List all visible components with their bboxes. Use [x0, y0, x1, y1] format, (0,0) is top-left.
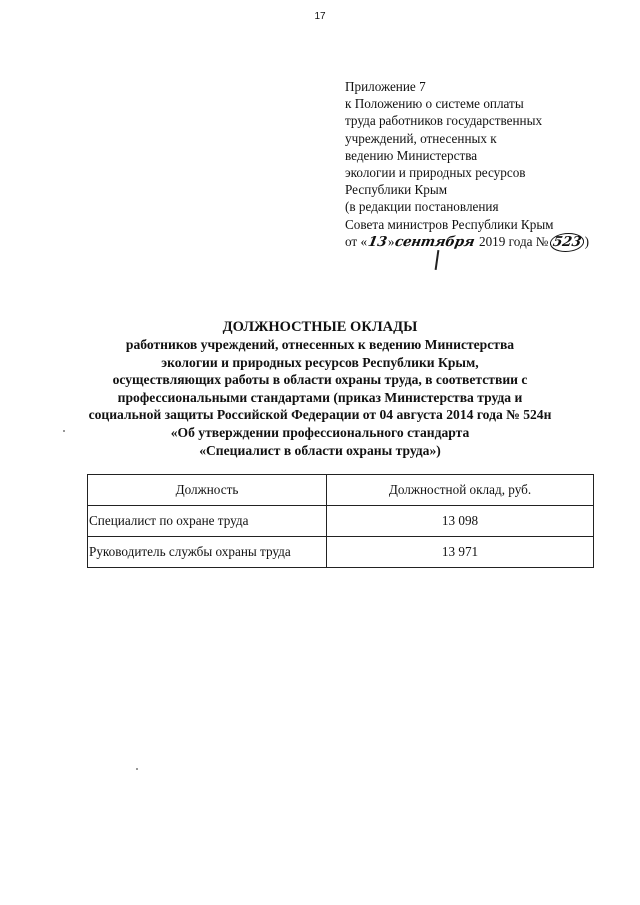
appendix-line: учреждений, отнесенных к [345, 130, 497, 146]
scan-speck [63, 430, 65, 432]
table-row [88, 537, 594, 568]
appendix-header [345, 78, 625, 252]
salary-cell: 13 971 [327, 537, 594, 568]
pen-stroke-mark [435, 250, 440, 270]
document-heading [0, 318, 640, 459]
appendix-line: ведению Министерства [345, 147, 478, 163]
handwritten-month: сентября [394, 233, 477, 250]
heading-line: экологии и природных ресурсов Республики Крым, [161, 354, 479, 370]
salary-cell: 13 098 [327, 506, 594, 537]
appendix-line: Совета министров Республики Крым [345, 216, 554, 232]
position-cell: Специалист по охране труда [88, 506, 327, 537]
resolution-date-line [345, 233, 625, 252]
position-cell: Руководитель службы охраны труда [88, 537, 327, 568]
appendix-line: к Положению о системе оплаты [345, 96, 524, 112]
appendix-line: экологии и природных ресурсов [345, 165, 526, 181]
appendix-line: (в редакции постановления [345, 199, 499, 215]
date-separator: » [387, 233, 395, 249]
appendix-line: Приложение 7 [345, 79, 426, 94]
date-year-text: 2019 года № [478, 233, 549, 249]
heading-line: «Об утверждении профессионального стандарта [170, 424, 470, 440]
heading-line: работников учреждений, отнесенных к ведению Министерства [125, 337, 515, 352]
heading-line: «Специалист в области охраны труда») [199, 442, 441, 458]
column-header-position: Должность [88, 475, 327, 506]
appendix-line: Республики Крым [345, 182, 448, 198]
heading-line: осуществляющих работы в области охраны труда, в соответствии с [112, 372, 528, 388]
page-number: 17 [314, 11, 326, 22]
handwritten-day: 13 [366, 233, 389, 250]
appendix-line: труда работников государственных [345, 113, 543, 129]
table-row [88, 506, 594, 537]
scan-speck [136, 768, 138, 770]
document-title: ДОЛЖНОСТНЫЕ ОКЛАДЫ [222, 319, 418, 335]
date-suffix: ) [584, 233, 589, 249]
table-header-row [88, 475, 594, 506]
date-prefix: от « [345, 233, 368, 249]
column-header-salary: Должностной оклад, руб. [327, 475, 594, 506]
handwritten-resolution-number: 523 [549, 233, 587, 252]
heading-line: профессиональными стандартами (приказ Министерства труда и [117, 389, 523, 405]
heading-line: социальной защиты Российской Федерации от 04 августа 2014 года № 524н [88, 407, 552, 423]
salary-table [87, 474, 594, 568]
